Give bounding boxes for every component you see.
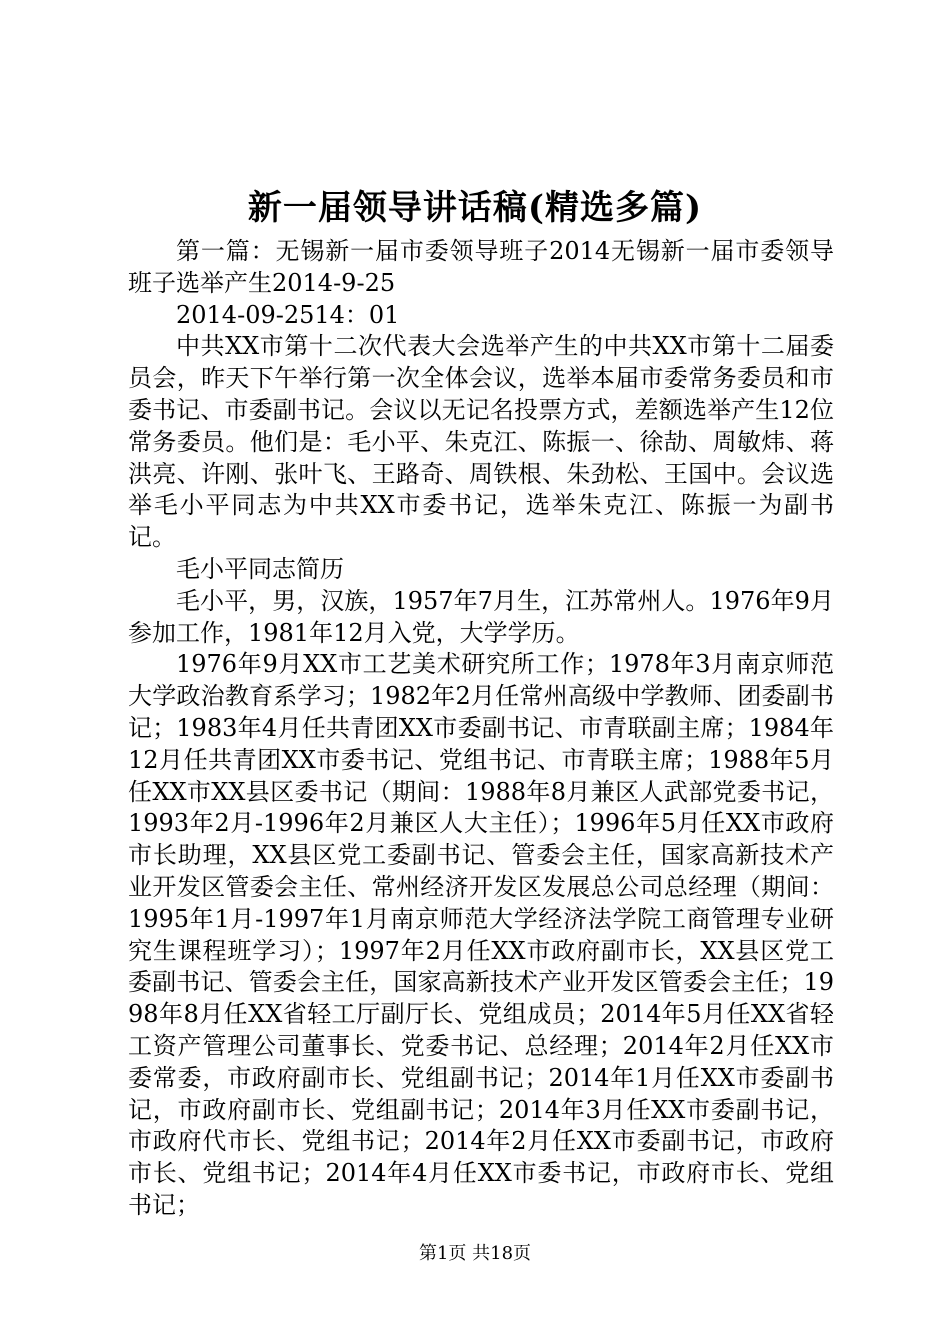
document-title: 新一届领导讲话稿(精选多篇) <box>247 188 703 228</box>
paragraph-6: 1976年9月XX市工艺美术研究所工作；1978年3月南京师范大学政治教育系学习；1982年2月任常州高级中学教师、团委副书记；1983年4月任共青团XX市委副书记、市青联副主席；1984年12月任共青团XX市委书记、党组书记、市青联主席；1988年5月任XX市XX县区委书记（期间：1988年8月兼区人武部党委书记，1993年2月-1996年2月兼区人大主任）；1996年5月任XX市政府市长助理，XX县区党工委副书记、管委会主任，国家高新技术产业开发区管委会主任、常州经济开发区发展总公司总经理（期间：1995年1月-1997年1月南京师范大学经济法学院工商管理专业研究生课程班学习）；1997年2月任XX市政府副市长，XX县区党工委副书记、管委会主任，国家高新技术产业开发区管委会主任；1998年8月任XX省轻工厅副厅长、党组成员；2014年5月任XX省轻工资产管理公司董事长、党委书记、总经理；2014年2月任XX市委常委，市政府副市长、党组副书记；2014年1月任XX市委副书记，市政府副市长、党组副书记；2014年3月任XX市委副书记，市政府代市长、党组书记；2014年2月任XX市委副书记，市政府市长、党组书记；2014年4月任XX市委书记，市政府市长、党组书记； <box>128 650 834 1219</box>
paragraph-1: 第一篇：无锡新一届市委领导班子2014无锡新一届市委领导班子选举产生2014-9-25 <box>128 237 834 297</box>
paragraph-4: 毛小平同志简历 <box>176 554 344 583</box>
paragraph-3: 中共XX市第十二次代表大会选举产生的中共XX市第十二届委员会，昨天下午举行第一次全体会议，选举本届市委常务委员和市委书记、市委副书记。会议以无记名投票方式，差额选举产生12位常务委员。他们是：毛小平、朱克江、陈振一、徐劼、周敏炜、蒋洪亮、许刚、张叶飞、王路奇、周铁根、朱劲松、王国中。会议选举毛小平同志为中共XX市委书记，选举朱克江、陈振一为副书记。 <box>128 332 834 552</box>
page-number-footer: 第1页 共18页 <box>418 1243 532 1264</box>
paragraph-5: 毛小平，男，汉族，1957年7月生，江苏常州人。1976年9月参加工作，1981年12月入党，大学学历。 <box>128 586 834 647</box>
paragraph-2: 2014-09-2514：01 <box>176 300 400 329</box>
document-body <box>128 236 834 1222</box>
